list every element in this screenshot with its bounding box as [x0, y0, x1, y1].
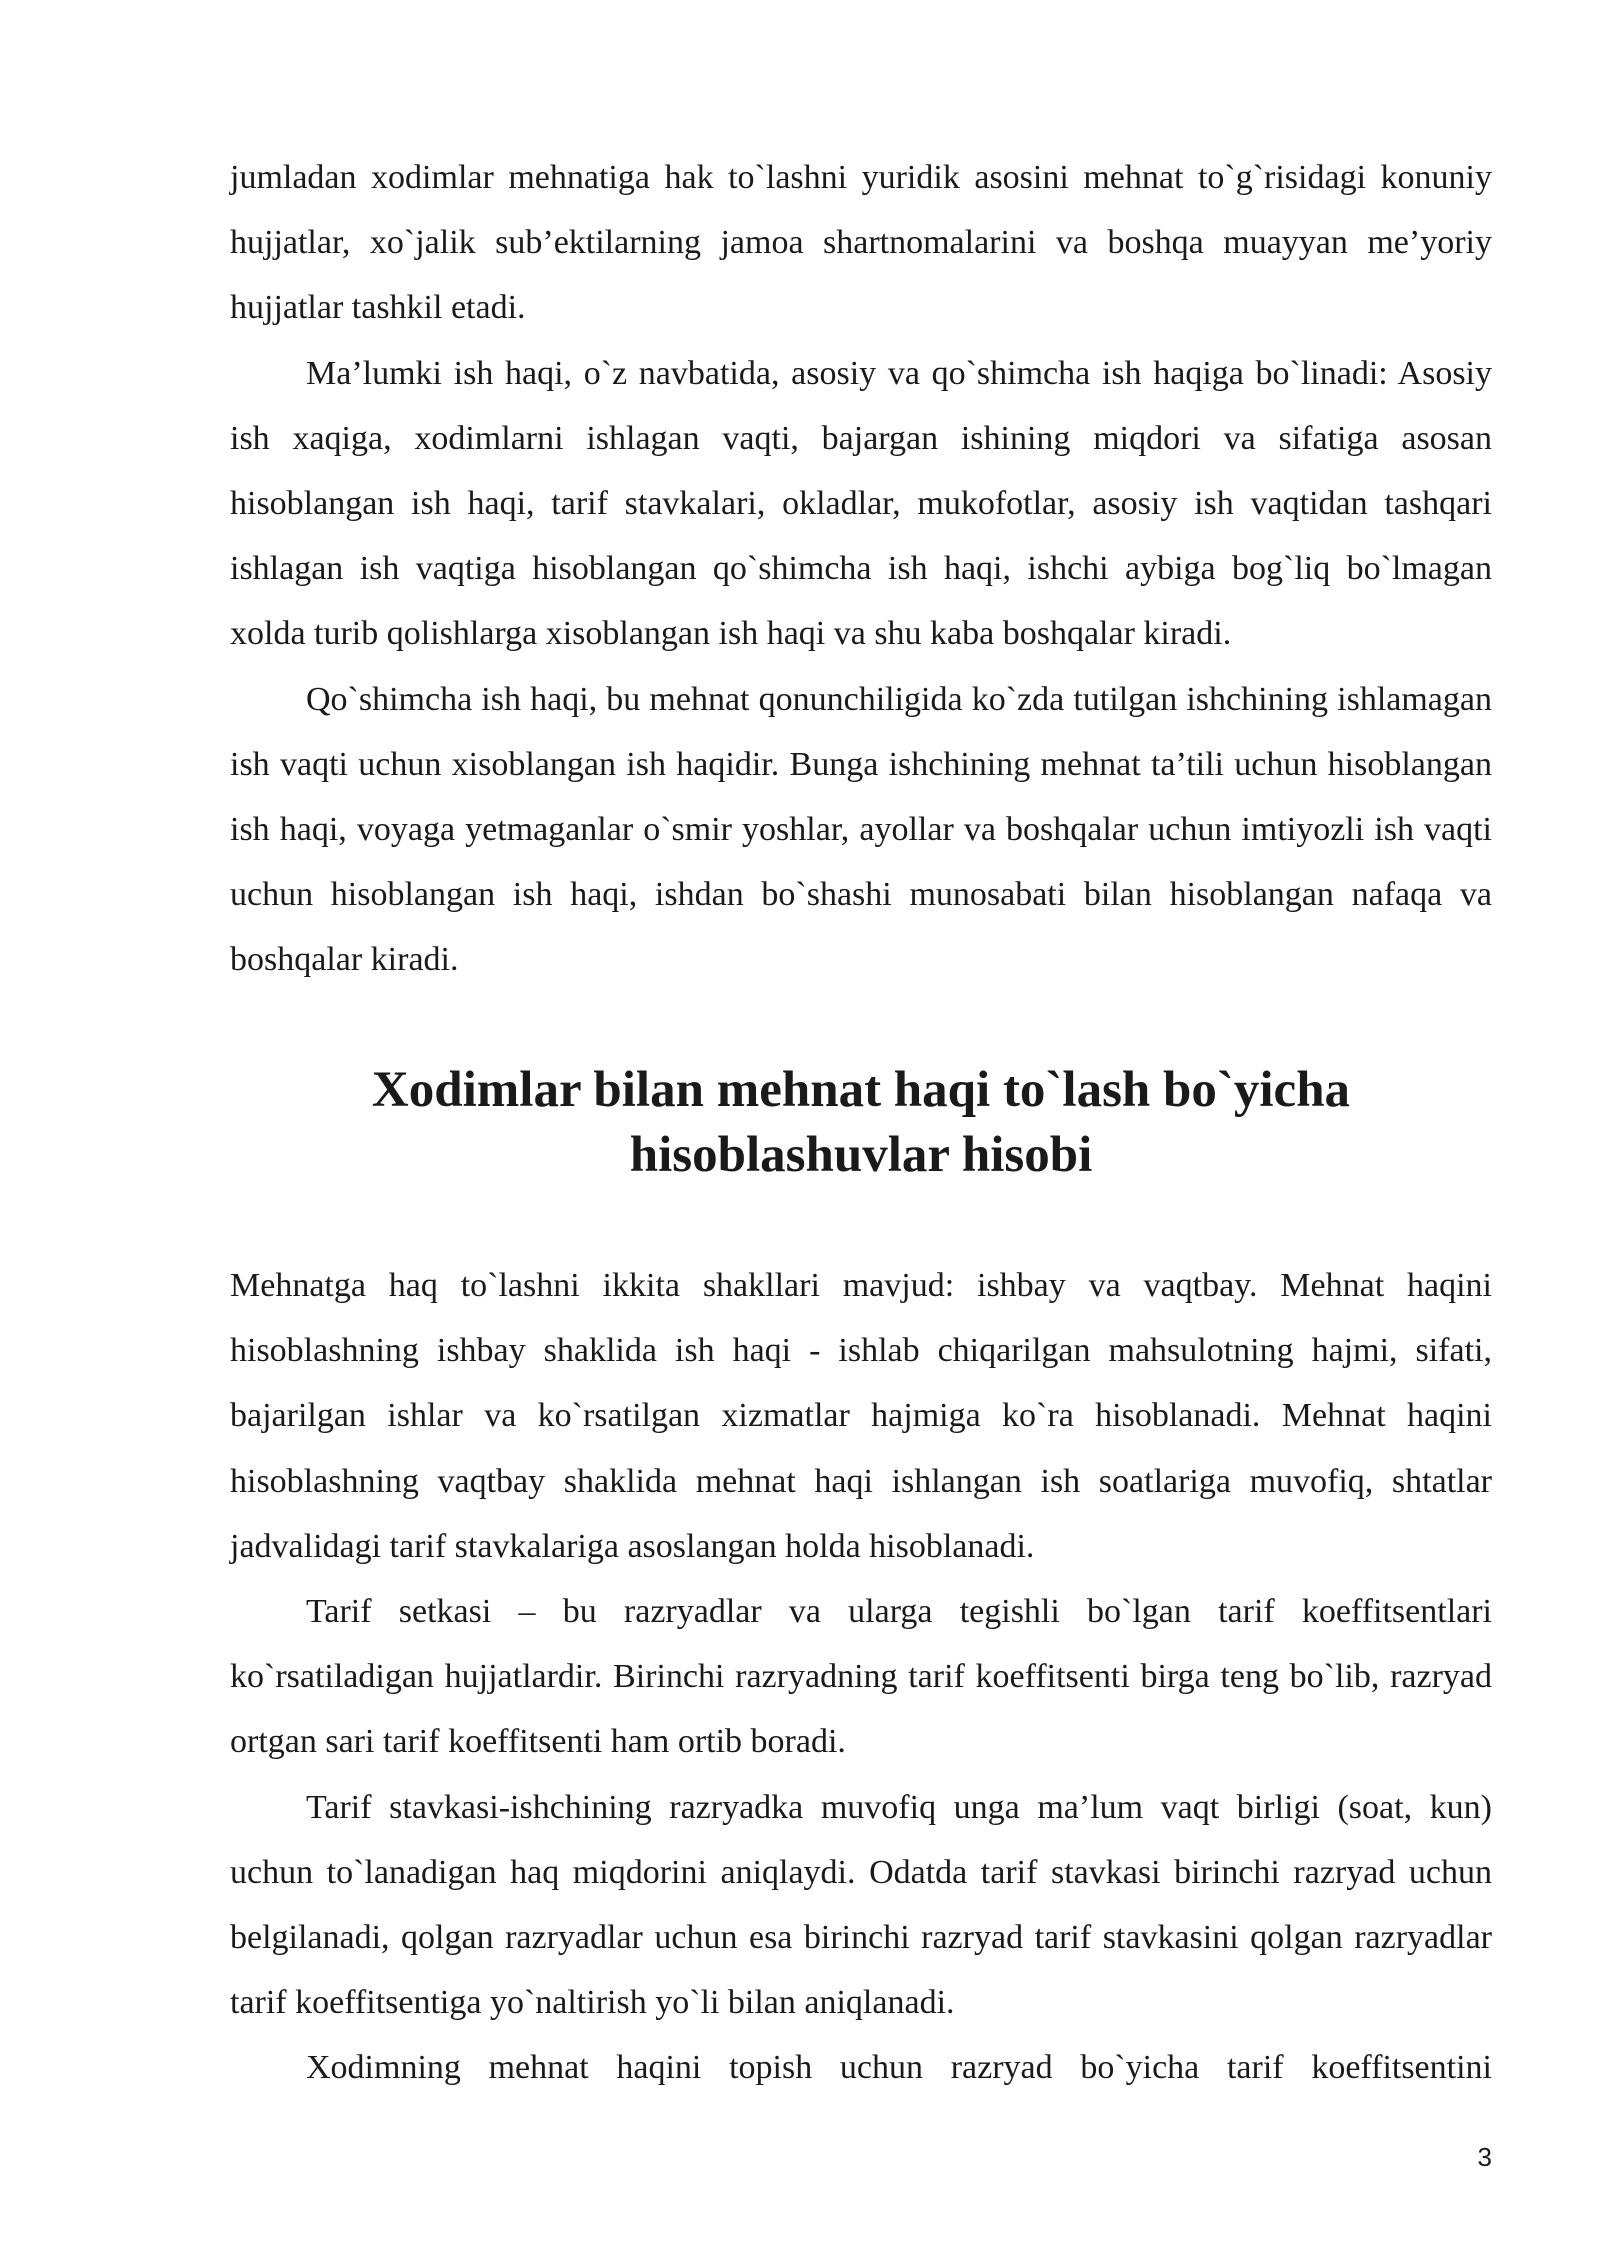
- paragraph-payment-forms: Mehnatga haq to`lashni ikkita shakllari mavjud: ishbay va vaqtbay. Mehnat haqini hisoblashning ishbay shaklida ish haqi - ishlab chiqarilgan mahsulotning hajmi, sifati, bajarilgan ishlar va ko`rsatilgan xizmatlar hajmiga ko`ra hisoblanadi. Mehnat haqini hisoblashning vaqtbay shaklida mehnat haqi ishlangan ish soatlariga muvofiq, shtatlar jadvalidagi tarif stavkalariga asoslangan holda hisoblanadi.: [230, 1267, 1492, 1565]
- paragraph-legal-basis: jumladan xodimlar mehnatiga hak to`lashni yuridik asosini mehnat to`g`risidagi konuniy hujjatlar, xo`jalik sub’ektilarning jamoa shartnomalarini va boshqa muayyan me’yoriy hujjatlar tashkil etadi.: [230, 159, 1492, 327]
- paragraph-additional-wage: Qo`shimcha ish haqi, bu mehnat qonunchiligida ko`zda tutilgan ishchining ishlamagan ish vaqti uchun xisoblangan ish haqidir. Bunga ishchining mehnat ta’tili uchun hisoblangan ish haqi, voyaga yetmaganlar o`smir yoshlar, ayollar va boshqalar uchun imtiyozli ish vaqti uchun hisoblangan ish haqi, ishdan bo`shashi munosabati bilan hisoblangan nafaqa va boshqalar kiradi.: [230, 680, 1492, 979]
- paragraph-employee-wage: Xodimning mehnat haqini topish uchun razryad bo`yicha tarif koeffitsentini: [306, 2049, 1492, 2087]
- document-page: [230, 145, 1492, 2101]
- page-number: 3: [1477, 2142, 1492, 2172]
- paragraph-basic-wage: Ma’lumki ish haqi, o`z navbatida, asosiy va qo`shimcha ish haqiga bo`linadi: Asosiy ish xaqiga, xodimlarni ishlagan vaqti, bajargan ishining miqdori va sifatiga asosan hisoblangan ish haqi, tarif stavkalari, okladlar, mukofotlar, asosiy ish vaqtidan tashqari ishlagan ish vaqtiga hisoblangan qo`shimcha ish haqi, ishchi aybiga bog`liq bo`lmagan xolda turib qolishlarga xisoblangan ish haqi va shu kaba boshqalar kiradi.: [230, 354, 1492, 653]
- section-heading: Xodimlar bilan mehnat haqi to`lash bo`yicha hisoblashuvlar hisobi: [371, 1061, 1351, 1183]
- paragraph-tariff-grid: Tarif setkasi – bu razryadlar va ularga tegishli bo`lgan tarif koeffitsentlari ko`rsatiladigan hujjatlardir. Birinchi razryadning tarif koeffitsenti birga teng bo`lib, razryad ortgan sari tarif koeffitsenti ham ortib boradi.: [230, 1593, 1492, 1761]
- paragraph-tariff-rate: Tarif stavkasi-ishchining razryadka muvofiq unga ma’lum vaqt birligi (soat, kun) uchun to`lanadigan haq miqdorini aniqlaydi. Odatda tarif stavkasi birinchi razryad uchun belgilanadi, qolgan razryadlar uchun esa birinchi razryad tarif stavkasini qolgan razryadlar tarif koeffitsentiga yo`naltirish yo`li bilan aniqlanadi.: [230, 1788, 1492, 2022]
